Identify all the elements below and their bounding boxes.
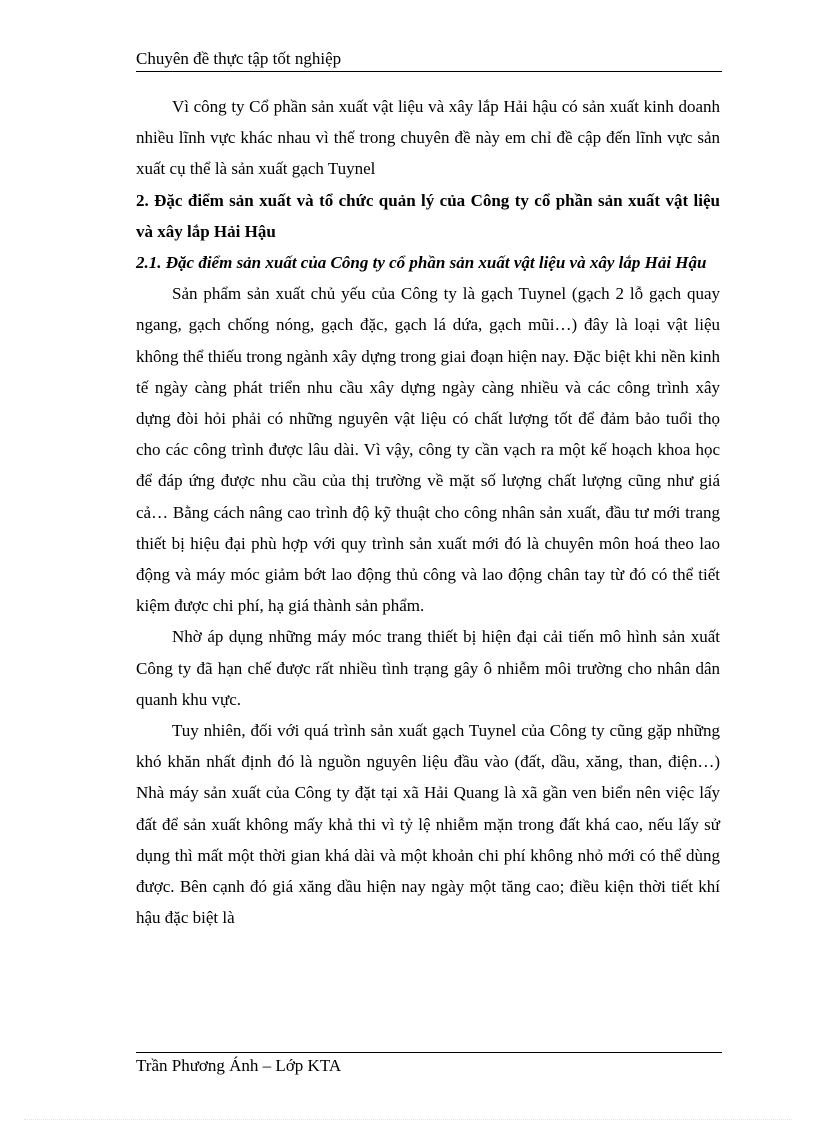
page-footer: Trần Phương Ánh – Lớp KTA bbox=[136, 1056, 342, 1075]
section-heading-2: 2. Đặc điểm sản xuất và tổ chức quản lý của Công ty cổ phần sản xuất vật liệu và xây lắp Hải Hậu bbox=[136, 190, 720, 241]
paragraph-intro: Vì công ty Cổ phần sản xuất vật liệu và xây lắp Hải hậu có sản xuất kinh doanh nhiều lĩnh vực khác nhau vì thế trong chuyên đề này em chỉ đề cập đến lĩnh vực sản xuất cụ thể là sản xuất gạch Tuynel bbox=[136, 97, 720, 179]
page-header: Chuyên đề thực tập tốt nghiệp bbox=[136, 49, 342, 68]
paragraph-products: Sản phẩm sản xuất chủ yếu của Công ty là gạch Tuynel (gạch 2 lỗ gạch quay ngang, gạch chống nóng, gạch đặc, gạch lá dứa, gạch mũi…) đây là loại vật liệu không thể thiếu trong ngành xây dựng trong giai đoạn hiện nay. Đặc biệt khi nền kinh tế ngày càng phát triển nhu cầu xây dựng ngày càng nhiều và các công trình xây dựng đòi hỏi phải có những nguyên vật liệu có chất lượng tốt để đảm bảo tuổi thọ cho các công trình được lâu dài. Vì vậy, công ty cần vạch ra một kế hoạch khoa học để đáp ứng được nhu cầu của thị trường về mặt số lượng chất lượng cũng như giá cả… Bằng cách nâng cao trình độ kỹ thuật cho công nhân sản xuất, đầu tư mới trang thiết bị hiệu đại phù hợp với quy trình sản xuất mới đó là chuyên môn hoá theo lao động và máy móc giảm bớt lao động thủ công và lao động chân tay từ đó có thể tiết kiệm được chi phí, hạ giá thành sản phẩm. bbox=[136, 284, 720, 616]
header-divider bbox=[136, 71, 722, 72]
subsection-heading-2-1: 2.1. Đặc điểm sản xuất của Công ty cổ phần sản xuất vật liệu và xây lắp Hải Hậu bbox=[136, 253, 707, 273]
paragraph-modern-equipment: Nhờ áp dụng những máy móc trang thiết bị hiện đại cải tiến mô hình sản xuất Công ty đã hạn chế được rất nhiều tình trạng gây ô nhiễm môi trường cho nhân dân quanh khu vực. bbox=[136, 627, 720, 709]
page-bottom-border bbox=[24, 1119, 792, 1120]
page-content bbox=[136, 91, 720, 933]
footer-divider bbox=[136, 1052, 722, 1053]
paragraph-difficulties: Tuy nhiên, đối với quá trình sản xuất gạch Tuynel của Công ty cũng gặp những khó khăn nhất định đó là nguồn nguyên liệu đầu vào (đất, dầu, xăng, than, điện…) Nhà máy sản xuất của Công ty đặt tại xã Hải Quang là xã gần ven biển nên việc lấy đất để sản xuất không mấy khả thi vì tỷ lệ nhiễm mặn trong đất khá cao, nếu lấy sử dụng thì mất một thời gian khá dài và một khoản chi phí không nhỏ mới có thể dùng được. Bên cạnh đó giá xăng dầu hiện nay ngày một tăng cao; điều kiện thời tiết khí hậu đặc biệt là bbox=[136, 721, 720, 928]
